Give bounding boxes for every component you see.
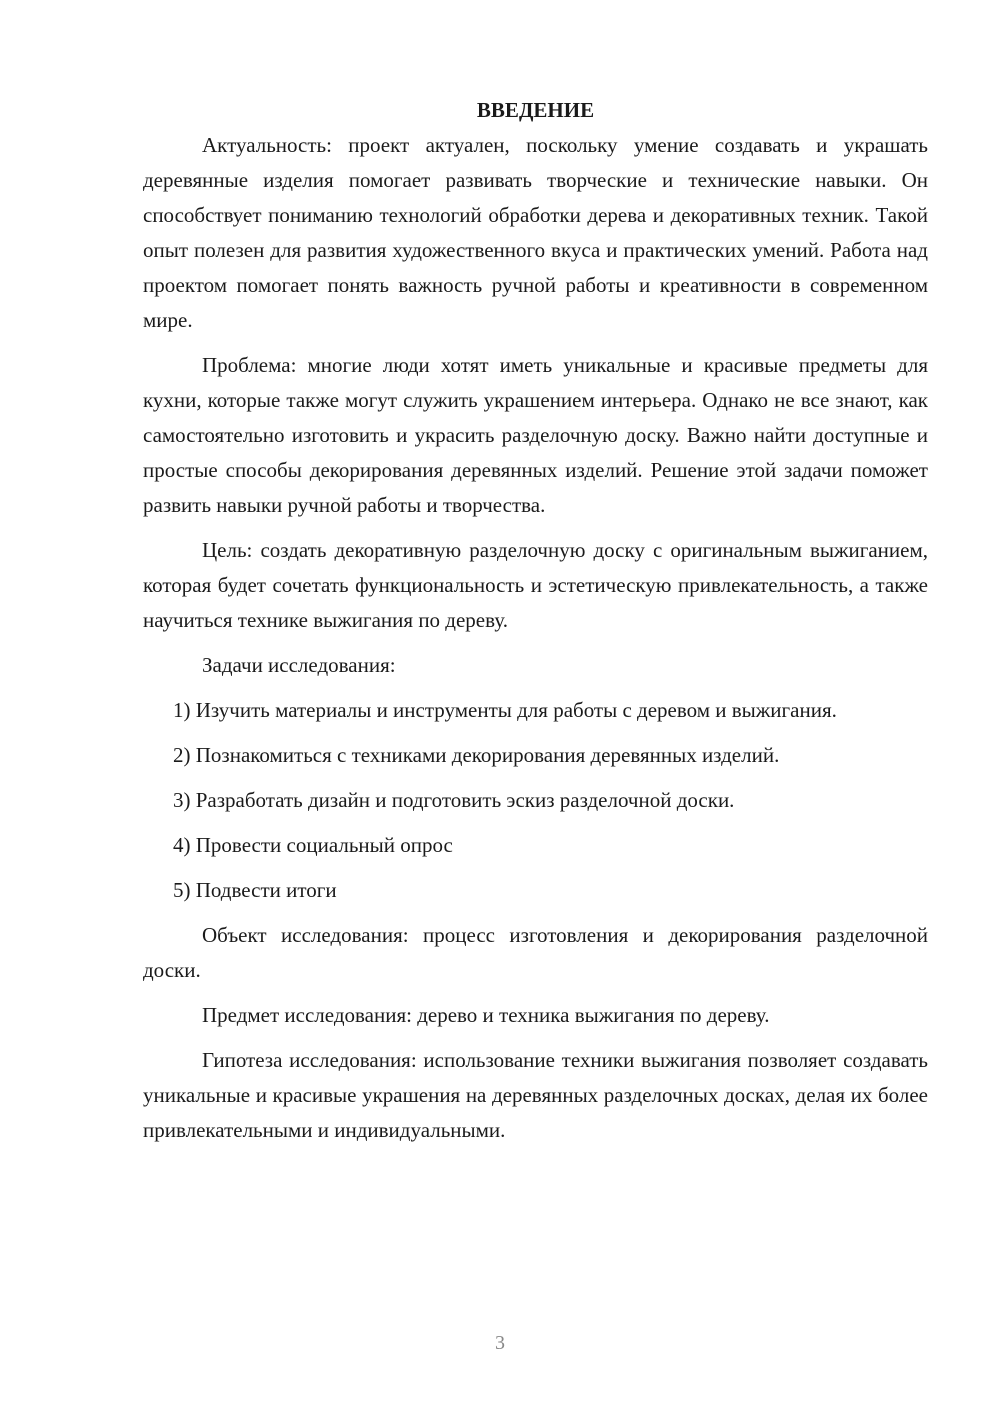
- page-number: 3: [495, 1332, 505, 1354]
- task-item: 2) Познакомиться с техниками декорирования деревянных изделий.: [173, 743, 780, 767]
- task-item: 5) Подвести итоги: [173, 878, 337, 902]
- problem-paragraph: Проблема: многие люди хотят иметь уникальные и красивые предметы для кухни, которые также могут служить украшением интерьера. Однако не все знают, как самостоятельно изготовить и украсить разделочную доску. Важно найти доступные и простые способы декорирования деревянных изделий. Решение этой задачи поможет развить навыки ручной работы и творчества.: [143, 353, 928, 517]
- tasks-heading: Задачи исследования:: [202, 653, 396, 677]
- relevance-paragraph: Актуальность: проект актуален, поскольку умение создавать и украшать деревянные изделия помогает развивать творческие и технические навыки. Он способствует пониманию технологий обработки дерева и декоративных техник. Такой опыт полезен для развития художественного вкуса и практических умений. Работа над проектом помогает понять важность ручной работы и креативности в современном мире.: [143, 133, 928, 332]
- goal-paragraph: Цель: создать декоративную разделочную доску с оригинальным выжиганием, которая будет сочетать функциональность и эстетическую привлекательность, а также научиться технике выжигания по дереву.: [143, 538, 928, 632]
- document-page: [143, 92, 928, 1158]
- subject-paragraph: Предмет исследования: дерево и техника выжигания по дереву.: [202, 1003, 770, 1027]
- task-item: 1) Изучить материалы и инструменты для работы с деревом и выжигания.: [173, 698, 837, 722]
- object-paragraph: Объект исследования: процесс изготовления и декорирования разделочной доски.: [143, 923, 928, 982]
- hypothesis-paragraph: Гипотеза исследования: использование техники выжигания позволяет создавать уникальные и красивые украшения на деревянных разделочных досках, делая их более привлекательными и индивидуальными.: [143, 1048, 928, 1142]
- task-item: 4) Провести социальный опрос: [173, 833, 453, 857]
- page-title: ВВЕДЕНИЕ: [476, 98, 595, 122]
- task-item: 3) Разработать дизайн и подготовить эскиз разделочной доски.: [173, 788, 735, 812]
